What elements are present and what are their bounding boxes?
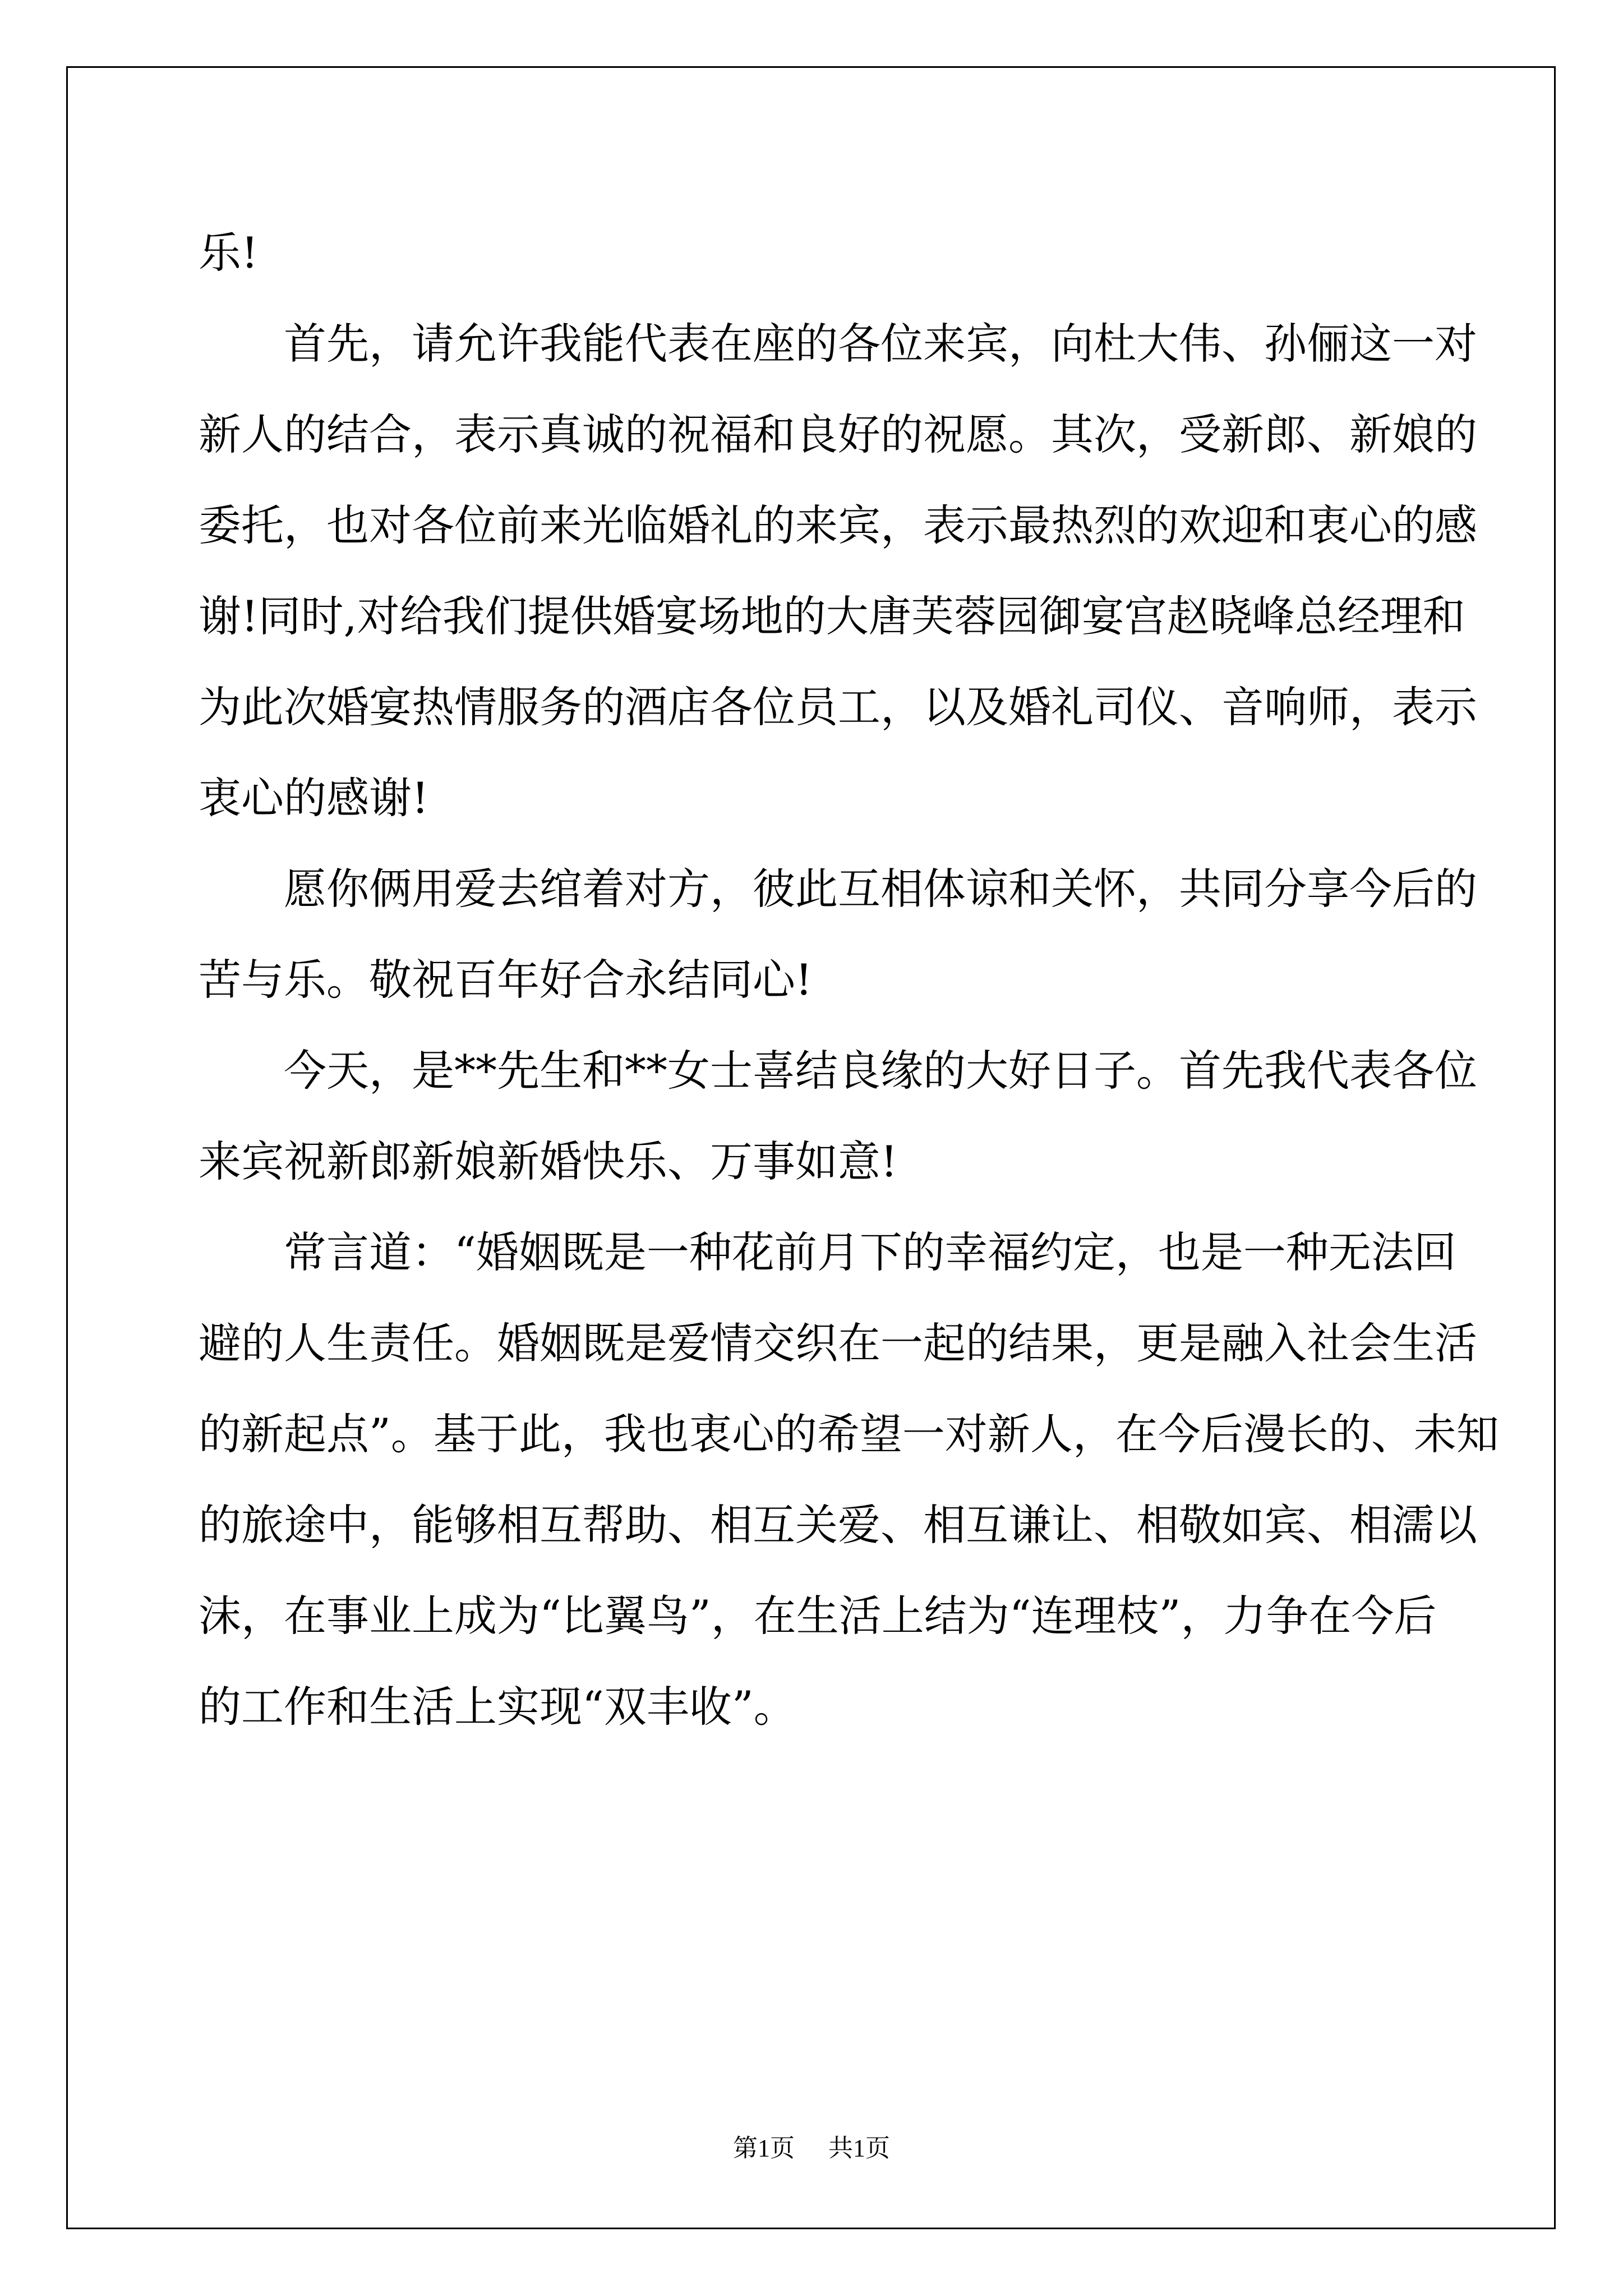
text-line: 新人的结合，表示真诚的祝福和良好的祝愿。其次，受新郎、新娘的 <box>199 409 1477 459</box>
text-line: 常言道：“婚姻既是一种花前月下的幸福约定，也是一种无法回 <box>284 1227 1456 1277</box>
page-number: 第1页 <box>733 2134 795 2162</box>
page-footer <box>0 2132 1623 2165</box>
text-line: 苦与乐。敬祝百年好合永结同心! <box>199 955 813 1005</box>
text-line: 衷心的感谢! <box>199 773 429 823</box>
text-line: 来宾祝新郎新娘新婚快乐、万事如意! <box>199 1137 898 1186</box>
text-line: 委托，也对各位前来光临婚礼的来宾，表示最热烈的欢迎和衷心的感 <box>199 500 1477 550</box>
text-line: 的工作和生活上实现“双丰收”。 <box>199 1682 796 1732</box>
document-body <box>199 212 1499 1757</box>
text-line: 谢!同时,对给我们提供婚宴场地的大唐芙蓉园御宴宫赵晓峰总经理和 <box>199 591 1465 641</box>
text-line: 首先，请允许我能代表在座的各位来宾，向杜大伟、孙俪这一对 <box>284 319 1477 369</box>
text-line: 的旅途中，能够相互帮助、相互关爱、相互谦让、相敬如宾、相濡以 <box>199 1500 1477 1550</box>
page-total: 共1页 <box>828 2134 890 2162</box>
text-line: 的新起点”。基于此，我也衷心的希望一对新人，在今后漫长的、未知 <box>199 1409 1499 1459</box>
text-line: 避的人生责任。婚姻既是爱情交织在一起的结果，更是融入社会生活 <box>199 1318 1477 1368</box>
text-line: 今天，是**先生和**女士喜结良缘的大好日子。首先我代表各位 <box>284 1046 1477 1096</box>
text-line: 沫，在事业上成为“比翼鸟”，在生活上结为“连理枝”，力争在今后 <box>199 1591 1437 1641</box>
text-line: 为此次婚宴热情服务的酒店各位员工，以及婚礼司仪、音响师，表示 <box>199 682 1477 732</box>
text-line: 愿你俩用爱去绾着对方，彼此互相体谅和关怀，共同分享今后的 <box>284 864 1477 914</box>
text-line: 乐! <box>199 228 259 278</box>
